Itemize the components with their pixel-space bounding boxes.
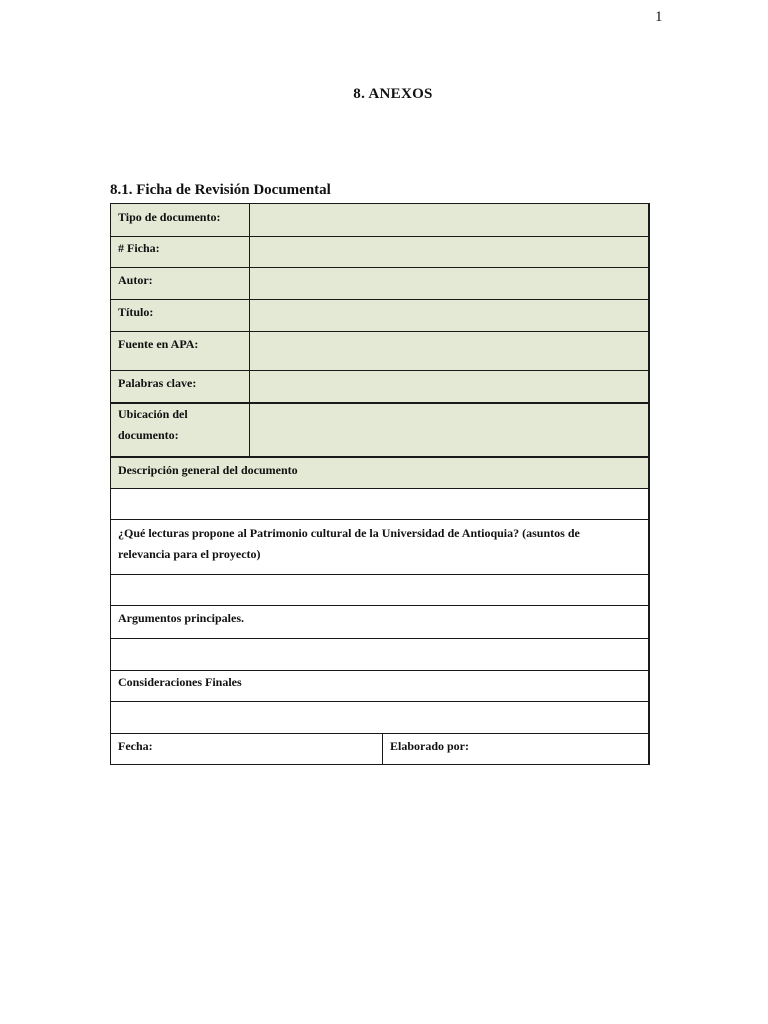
field-value-apa-source[interactable]	[251, 332, 647, 370]
form-border-right	[648, 203, 650, 765]
field-value-author[interactable]	[251, 268, 647, 299]
section-value-general-description[interactable]	[111, 489, 648, 519]
section-label-general-description: Descripción general del documento	[118, 463, 298, 477]
section-value-main-arguments[interactable]	[111, 639, 648, 670]
label-column-divider	[249, 203, 250, 456]
field-value-keywords[interactable]	[251, 371, 647, 402]
form-border-left	[110, 203, 111, 765]
field-label-apa-source: Fuente en APA:	[118, 337, 199, 351]
section-label-final-considerations: Consideraciones Finales	[118, 675, 242, 689]
field-value-title[interactable]	[251, 300, 647, 331]
section-title: 8.1. Ficha de Revisión Documental	[110, 182, 331, 198]
field-label-author: Autor:	[118, 273, 153, 287]
field-value-document-type[interactable]	[251, 204, 647, 236]
field-label-ficha-number: # Ficha:	[118, 241, 160, 255]
section-value-readings[interactable]	[111, 575, 648, 605]
form-border-bottom	[110, 764, 650, 765]
section-value-final-considerations[interactable]	[111, 702, 648, 733]
field-label-keywords: Palabras clave:	[118, 376, 197, 390]
footer-column-divider	[382, 733, 383, 765]
row-divider	[110, 670, 650, 671]
row-divider	[110, 519, 650, 520]
field-label-title: Título:	[118, 305, 154, 319]
footer-label-prepared-by: Elaborado por:	[390, 739, 470, 753]
row-divider	[110, 733, 650, 734]
footer-label-date: Fecha:	[118, 739, 153, 753]
field-value-ficha-number[interactable]	[251, 237, 647, 267]
field-label-location: Ubicación del documento:	[118, 407, 188, 442]
field-value-location[interactable]	[251, 404, 647, 456]
page-number: 1	[655, 9, 663, 25]
row-divider	[110, 605, 650, 606]
document-review-form	[110, 203, 650, 765]
section-label-main-arguments: Argumentos principales.	[118, 611, 244, 625]
page-title: 8. ANEXOS	[353, 86, 433, 102]
field-label-document-type: Tipo de documento:	[118, 210, 221, 224]
section-label-readings: ¿Qué lecturas propone al Patrimonio cultural de la Universidad de Antioquia? (asuntos de relevancia para el proyecto)	[118, 526, 580, 561]
section-divider	[110, 456, 650, 458]
